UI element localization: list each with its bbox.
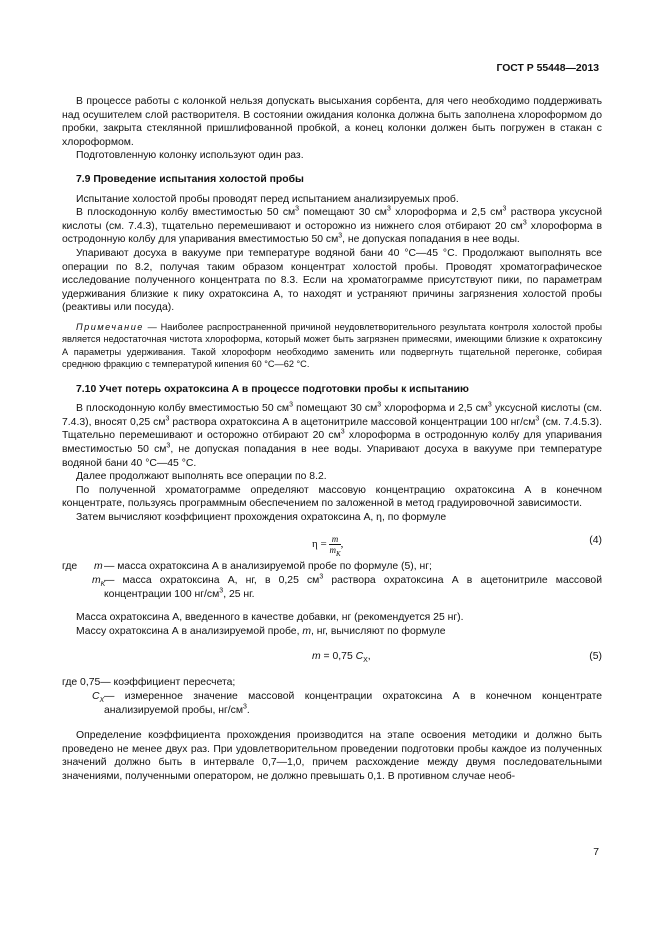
paragraph-loss-procedure: В плоскодонную колбу вместимостью 50 $см^3$ помещают 30 $см^3$ хлороформа и 2,5 $см^3$ уксусной кислоты (см. 7.4.3), вносят 0,25 $см^3$ раствора охратоксина А в ацетонитриле массовой концентрации 100 $нг/см^3$ (см. 7.4.5.3). Тщательно перемешивают и осторожно отбирают 20 $см^3$ хлороформа в остродонную колбу для упаривания вместимостью 50 $см^3$, не допуская попадания в нее воды. Упаривают досуха в вакууме при температуре водяной бани 40 °С—45 °С. xyxy=(62,401,603,469)
formula-4-number: (4) xyxy=(589,535,602,547)
paragraph-coefficient-intro: Затем вычисляют коэффициент прохождения охратоксина А, η, по формуле xyxy=(76,511,447,523)
paragraph-blank-evaporation: Упаривают досуха в вакууме при температуре водяной бани 40 °С—45 °С. Продолжают выполнять все операции по 8.2, получая таким образом концентрат холостой пробы. Проводят хроматографическое исследование полученного концентрата по 8.3. Если на хроматограмме присутствуют пики, по параметрам удерживания близкие к пику охратоксина А, то находят и устраняют причины загрязнения холостой пробы (реактивы или посуда). xyxy=(62,247,602,314)
paragraph-single-use: Подготовленную колонку используют один раз. xyxy=(76,150,304,162)
paragraph-column-care: В процессе работы с колонкой нельзя допускать высыхания сорбента, для чего необходимо поддерживать над осушителем слой растворителя. В состоянии ожидания колонка должна быть заполнена хлороформом до пробки, закрыта стеклянной пришлифованной пробкой, а конец колонки должен быть погружен в стакан с хлороформом. xyxy=(62,96,602,148)
page-number: 7 xyxy=(593,847,599,858)
where-mk: $m_K$ — масса охратоксина А, нг, в 0,25 $см^3$ раствора охратоксина А в ацетонитриле массовой концентрации 100 $нг/см^3$, 25 нг. xyxy=(92,573,602,600)
paragraph-spike-mass: Масса охратоксина А, введенного в качестве добавки, нг (рекомендуется 25 нг). xyxy=(76,612,464,624)
standard-code: ГОСТ Р 55448—2013 xyxy=(496,63,599,74)
formula-4 xyxy=(62,532,602,559)
paragraph-chromatogram: По полученной хроматограмме определяют массовую концентрацию охратоксина А в конечном концентрате, пользуясь программным обеспечением по заложенной в метод градуировочной зависимости. xyxy=(62,484,602,510)
paragraph-blank-procedure: В плоскодонную колбу вместимостью 50 $см^3$ помещают 30 $см^3$ хлороформа и 2,5 $см^3$ раствора уксусной кислоты (см. 7.4.3), тщательно перемешивают и осторожно из нижнего слоя отбирают 20 $см^3$ хлороформа в остродонную колбу для упаривания вместимостью 50 $см^3$, не допуская попадания в нее воды. xyxy=(62,205,603,246)
where-m: где m — масса охратоксина А в анализируемой пробе по формуле (5), нг; xyxy=(62,561,432,573)
paragraph-blank-intro: Испытание холостой пробы проводят перед испытанием анализируемых проб. xyxy=(76,193,459,205)
paragraph-coefficient-determination: Определение коэффициента прохождения производится на этапе освоения методики и должно быть проведено не менее двух раз. При удовлетворительном проведении подготовки пробы каждое из полученных значений должно быть в интервале 0,7—1,0, причем расхождение между двумя последовательными значениями, полученными оператором, не должно превышать 0,1. В противном случае необ- xyxy=(62,730,602,782)
formula-4-expression: η = $\frac{m}{m_K}$ , xyxy=(312,534,344,559)
page-body xyxy=(62,95,602,784)
formula-5 xyxy=(62,648,602,670)
formula-5-number: (5) xyxy=(589,651,602,663)
section-7-10-heading: 7.10 Учет потерь охратоксина А в процессе подготовки пробы к испытанию xyxy=(76,383,469,395)
formula-5-expression: m = 0,75 $C_X$, xyxy=(312,651,371,665)
where-coefficient: где 0,75 — коэффициент пересчета; xyxy=(62,677,236,689)
section-7-9-heading: 7.9 Проведение испытания холостой пробы xyxy=(76,173,304,185)
paragraph-mass-formula-intro: Массу охратоксина А в анализируемой пробе, m, нг, вычисляют по формуле xyxy=(76,625,446,637)
paragraph-continue: Далее продолжают выполнять все операции по 8.2. xyxy=(76,471,327,483)
note-blank-sample: Примечание — Наиболее распространенной причиной неудовлетворительного результата контроля холостой пробы является недостаточная чистота хлороформа, который может быть загрязнен примесями, имеющими близкие к охратоксину А параметры удерживания. Такой хлороформ необходимо заменить или подвергнуть тщательной перегонке, собирая среднюю фракцию с температурой кипения 60 °С—62 °С. xyxy=(62,321,602,370)
where-cx: $C_X$ — измеренное значение массовой концентрации охратоксина А в конечном концентрате анализируемой пробы, $нг/см^3$. xyxy=(92,691,602,716)
